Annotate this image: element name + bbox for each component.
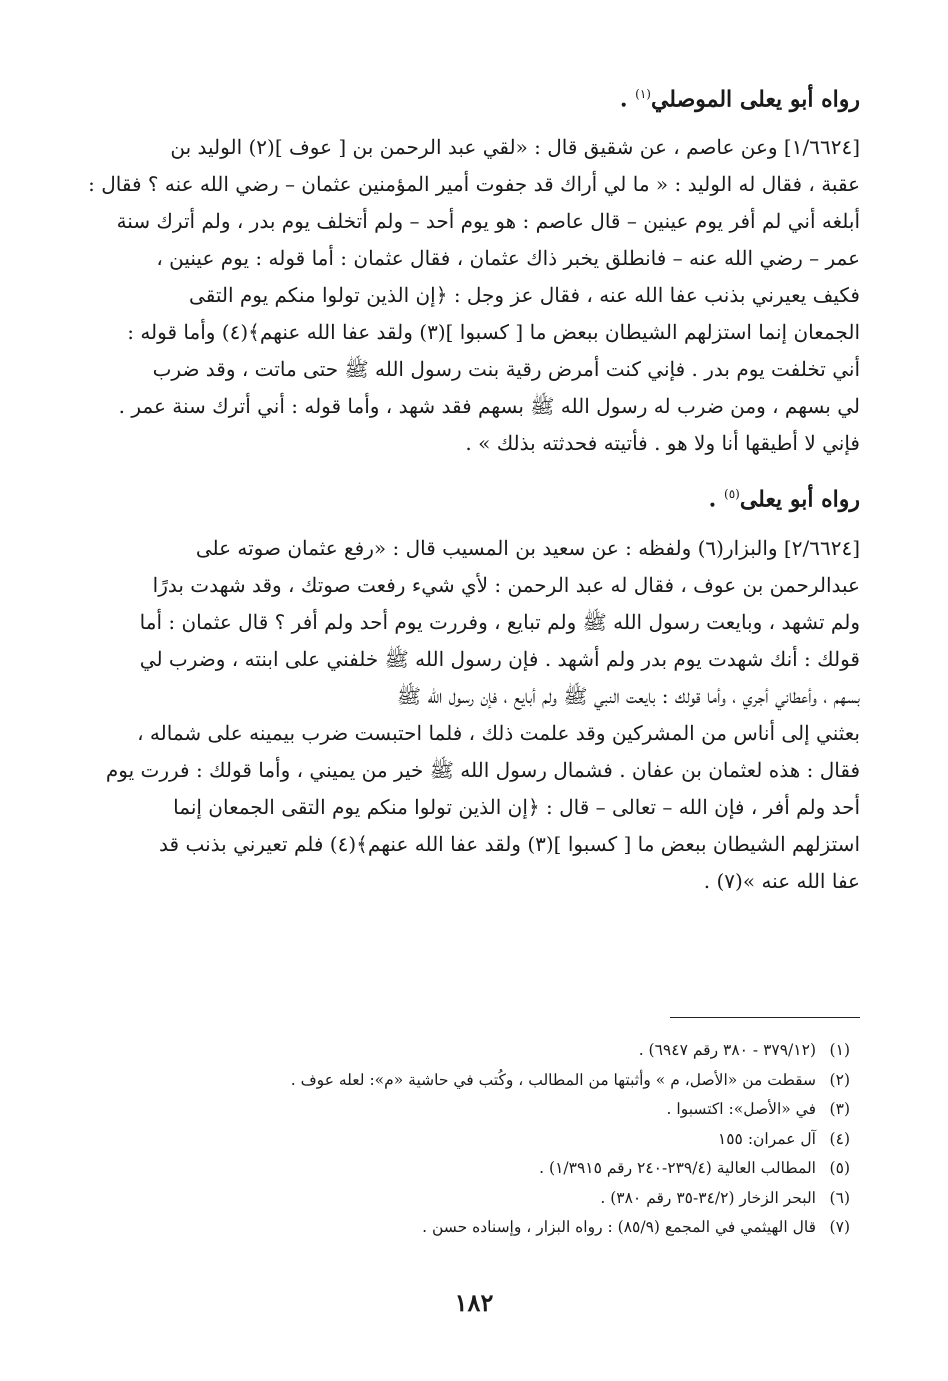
text-line: عمر – رضي الله عنه – فانطلق يخبر ذاك عثمان ، فقال عثمان : أما قوله : يوم عينين ، [156, 246, 860, 271]
text-line: عقبة ، فقال له الوليد : « ما لي أراك قد جفوت أمير المؤمنين عثمان – رضي الله عنه ؟ فقال : [88, 172, 860, 197]
footnote-divider [670, 1017, 860, 1018]
text-line: أبلغه أني لم أفر يوم عينين – قال عاصم : هو يوم أحد – ولم أتخلف يوم بدر ، ولم أترك سنة [116, 209, 860, 234]
footnote-3: (٣)في «الأصل»: اكتسبوا . [666, 1100, 850, 1118]
text-line: بعثني إلى أناس من المشركين وقد علمت ذلك ، فلما احتبست ضرب بيمينه على شماله ، [137, 720, 860, 745]
text-line: عفا الله عنه »(٧) . [703, 868, 860, 893]
text-line: أني تخلفت يوم بدر . فإني كنت أمرض رقية بنت رسول الله ﷺ حتى ماتت ، وقد ضرب [152, 357, 860, 382]
heading-abu-yala: رواه أبو يعلى$^{(٥)}$ . [708, 486, 860, 513]
text-line: لي بسهم ، ومن ضرب له رسول الله ﷺ بسهم فقد شهد ، وأما قوله : أني أترك سنة عمر . [118, 394, 860, 419]
footnote-7: (٧)قال الهيثمي في المجمع (٨٥/٩) : رواه البزار ، وإسناده حسن . [422, 1218, 850, 1236]
text-line: [١/٦٦٢٤] وعن عاصم ، عن شقيق قال : «لقي عبد الرحمن بن [ عوف ](٢) الوليد بن [170, 135, 860, 160]
footnote-4: (٤)آل عمران: ١٥٥ [717, 1129, 850, 1148]
text-line: الجمعان إنما استزلهم الشيطان ببعض ما [ كسبوا ](٣) ولقد عفا الله عنهم﴾(٤) وأما قوله : [127, 320, 860, 345]
footnote-ref-5[interactable]: (٥) [724, 487, 740, 502]
page-number: ١٨٢ [454, 1288, 494, 1317]
footnote-5: (٥)المطالب العالية (٢٣٩/٤-٢٤٠ رقم ١/٣٩١٥) . [539, 1159, 850, 1177]
hadith-2-paragraph [88, 530, 860, 900]
footnotes-list [88, 1036, 850, 1243]
text-line: فقال : هذه لعثمان بن عفان . فشمال رسول الله ﷺ خير من يميني ، وأما قولك : فررت يوم [105, 757, 860, 782]
text-line: بسهم ، وأعطاني أجري ، وأما قولك : بايعت النبي ﷺ ولم أبايع ، فإن رسول الله ﷺ [396, 683, 860, 708]
heading-abu-yala-mosuli: رواه أبو يعلى الموصلي$^{(١)}$ . [619, 86, 860, 113]
footnote-ref-1[interactable]: (١) [635, 87, 651, 101]
text-line: أحد ولم أفر ، فإن الله – تعالى – قال : ﴿إن الذين تولوا منكم يوم التقى الجمعان إنما [173, 794, 860, 819]
text-line: [٢/٦٦٢٤] والبزار(٦) ولفظه : عن سعيد بن المسيب قال : «رفع عثمان صوته على [195, 535, 860, 560]
hadith-1-paragraph [88, 129, 860, 462]
text-line: فكيف يعيرني بذنب عفا الله عنه ، فقال عز وجل : ﴿إن الذين تولوا منكم يوم التقى [189, 283, 860, 308]
text-line: ولم تشهد ، وبايعت رسول الله ﷺ ولم تبايع ، وفررت يوم أحد ولم أفر ؟ قال عثمان : أما [139, 609, 860, 634]
footnote-2: (٢)سقطت من «الأصل، م » وأثبتها من المطالب ، وكُتب في حاشية «م»: لعله عوف . [290, 1070, 850, 1089]
text-line: عبدالرحمن بن عوف ، فقال له عبد الرحمن : لأي شيء رفعت صوتك ، وقد شهدت بدرًا [152, 572, 860, 597]
footnote-6: (٦)البحر الزخار (٣٤/٢-٣٥ رقم ٣٨٠) . [600, 1188, 850, 1207]
text-line: استزلهم الشيطان ببعض ما [ كسبوا ](٣) ولقد عفا الله عنهم﴾(٤) فلم تعيرني بذنب قد [159, 831, 860, 856]
text-line: قولك : أنك شهدت يوم بدر ولم أشهد . فإن رسول الله ﷺ خلفني على ابنته ، وضرب لي [139, 646, 860, 671]
footnote-1: (١)(٣٧٩/١٢ - ٣٨٠ رقم ٦٩٤٧) . [638, 1041, 850, 1059]
text-line: فإني لا أطيقها أنا ولا هو . فأتيته فحدثته بذلك » . [465, 431, 860, 456]
